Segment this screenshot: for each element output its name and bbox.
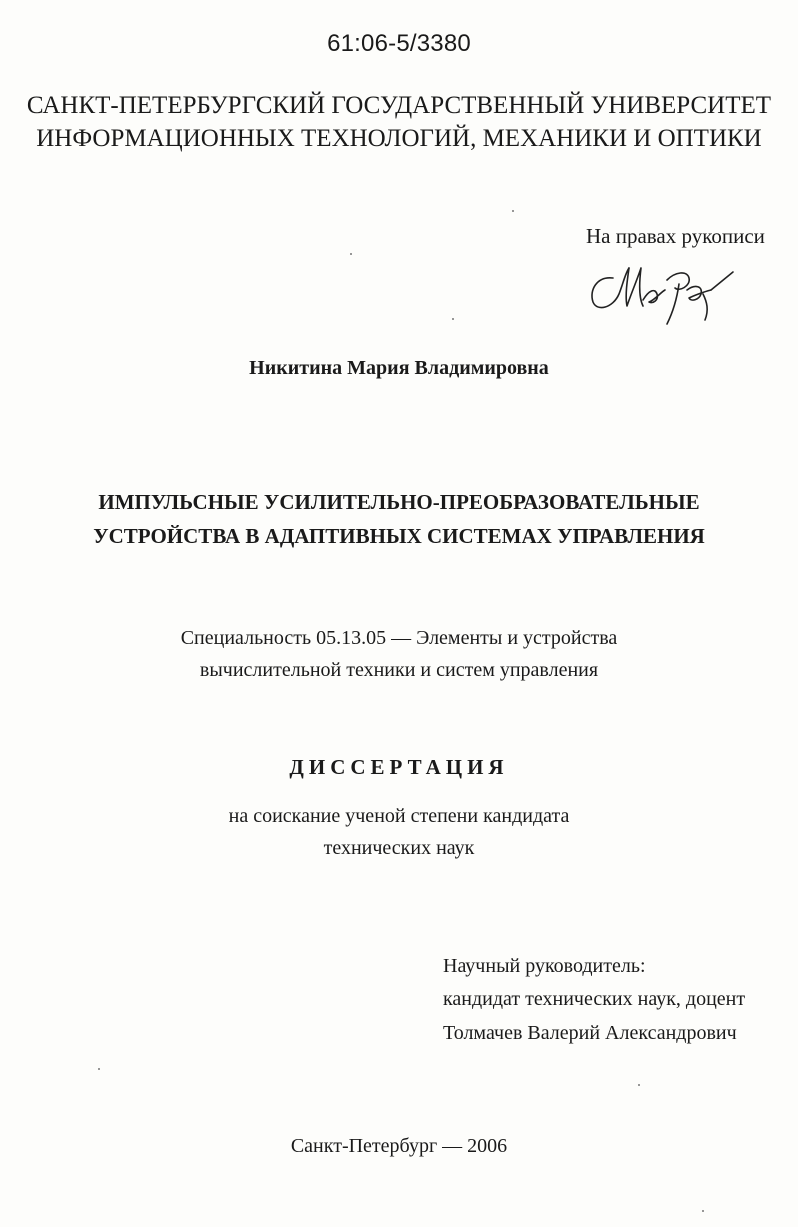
author-name: Никитина Мария Владимировна (249, 357, 549, 379)
university-name-line2: ИНФОРМАЦИОННЫХ ТЕХНОЛОГИЙ, МЕХАНИКИ И ОПТИКИ (36, 125, 762, 152)
degree-line2: технических наук (323, 837, 475, 859)
university-name-line1: САНКТ-ПЕТЕРБУРГСКИЙ ГОСУДАРСТВЕННЫЙ УНИВЕРСИТЕТ (26, 92, 772, 119)
signature-icon (583, 250, 743, 330)
degree-line1: на соискание ученой степени кандидата (228, 805, 570, 827)
scan-speck (702, 1210, 704, 1212)
archive-code: 61:06-5/3380 (327, 30, 471, 57)
city-year: Санкт-Петербург — 2006 (290, 1135, 508, 1157)
thesis-title-line1: ИМПУЛЬСНЫЕ УСИЛИТЕЛЬНО-ПРЕОБРАЗОВАТЕЛЬНЫЕ (98, 490, 700, 514)
specialty-line2: вычислительной техники и систем управления (199, 659, 599, 681)
specialty-line1: Специальность 05.13.05 — Элементы и устройства (180, 627, 618, 649)
supervisor-rank: кандидат технических наук, доцент (443, 988, 746, 1010)
rights-notice: На правах рукописи (586, 224, 765, 248)
scan-speck (452, 318, 454, 320)
scan-speck (98, 1068, 100, 1070)
supervisor-label: Научный руководитель: (443, 955, 646, 977)
scan-speck (350, 253, 352, 255)
scan-speck (512, 210, 514, 212)
supervisor-name: Толмачев Валерий Александрович (443, 1022, 737, 1044)
thesis-title-line2: УСТРОЙСТВА В АДАПТИВНЫХ СИСТЕМАХ УПРАВЛЕНИЯ (93, 524, 705, 548)
scan-speck (638, 1084, 640, 1086)
document-type: ДИССЕРТАЦИЯ (289, 755, 509, 779)
